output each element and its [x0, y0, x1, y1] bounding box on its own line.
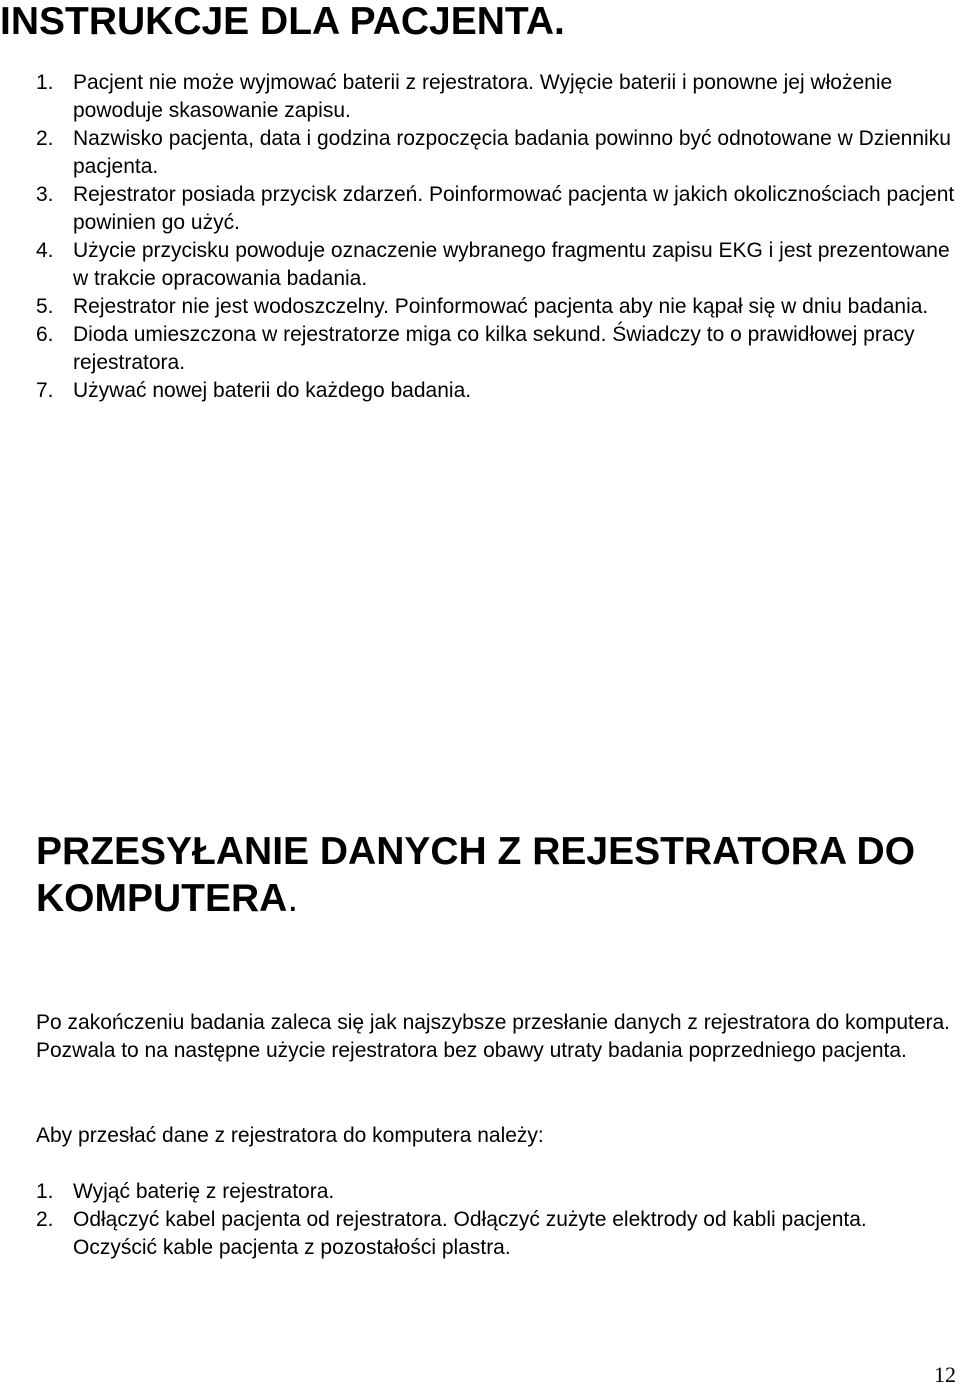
list-item-text: Rejestrator posiada przycisk zdarzeń. Poinformować pacjenta w jakich okolicznościach pacjent powinien go użyć. — [73, 183, 955, 234]
heading-transfer-text: PRZESYŁANIE DANYCH Z REJESTRATORA DO KOMPUTERA — [36, 830, 916, 920]
list-item — [36, 293, 956, 321]
paragraph-recommendation: Po zakończeniu badania zaleca się jak najszybsze przesłanie danych z rejestratora do komputera. Pozwala to na następne użycie rejestratora bez obawy utraty badania poprzedniego pacjenta. — [36, 1011, 951, 1062]
instructions-list — [36, 69, 956, 405]
list-item-number: 3. — [36, 183, 54, 206]
list-item-text: Wyjąć baterię z rejestratora. — [73, 1180, 335, 1203]
list-item-number: 1. — [36, 71, 54, 94]
list-item-number: 4. — [36, 239, 54, 262]
list-item-number: 2. — [36, 127, 54, 150]
list-item — [36, 1206, 956, 1262]
list-item — [36, 377, 956, 405]
list-item-number: 5. — [36, 295, 54, 318]
list-item-number: 2. — [36, 1208, 54, 1231]
list-item-text: Używać nowej baterii do każdego badania. — [73, 379, 472, 402]
list-item-number: 6. — [36, 323, 54, 346]
list-item-text: Rejestrator nie jest wodoszczelny. Poinformować pacjenta aby nie kąpał się w dniu badania. — [73, 295, 929, 318]
paragraph-steps-intro: Aby przesłać dane z rejestratora do komputera należy: — [36, 1124, 544, 1147]
heading-transfer — [36, 828, 936, 922]
list-item — [36, 1178, 956, 1206]
list-item — [36, 125, 956, 181]
list-item — [36, 181, 956, 237]
list-item-text: Odłączyć kabel pacjenta od rejestratora. Odłączyć zużyte elektrody od kabli pacjenta. Oczyścić kable pacjenta z pozostałości plastra. — [73, 1208, 867, 1259]
list-item — [36, 237, 956, 293]
list-item-number: 1. — [36, 1180, 54, 1203]
list-item — [36, 321, 956, 377]
heading-transfer-period: . — [287, 877, 299, 920]
heading-instructions: INSTRUKCJE DLA PACJENTA. — [0, 0, 565, 43]
steps-list — [36, 1178, 956, 1262]
page-number: 12 — [934, 1362, 956, 1387]
list-item-text: Pacjent nie może wyjmować baterii z rejestratora. Wyjęcie baterii i ponowne jej włożenie powoduje skasowanie zapisu. — [73, 71, 893, 122]
list-item — [36, 69, 956, 125]
list-item-text: Użycie przycisku powoduje oznaczenie wybranego fragmentu zapisu EKG i jest prezentowane w trakcie opracowania badania. — [73, 239, 950, 290]
list-item-text: Nazwisko pacjenta, data i godzina rozpoczęcia badania powinno być odnotowane w Dzienniku pacjenta. — [73, 127, 951, 178]
list-item-text: Dioda umieszczona w rejestratorze miga co kilka sekund. Świadczy to o prawidłowej pracy rejestratora. — [73, 323, 915, 374]
list-item-number: 7. — [36, 379, 54, 402]
